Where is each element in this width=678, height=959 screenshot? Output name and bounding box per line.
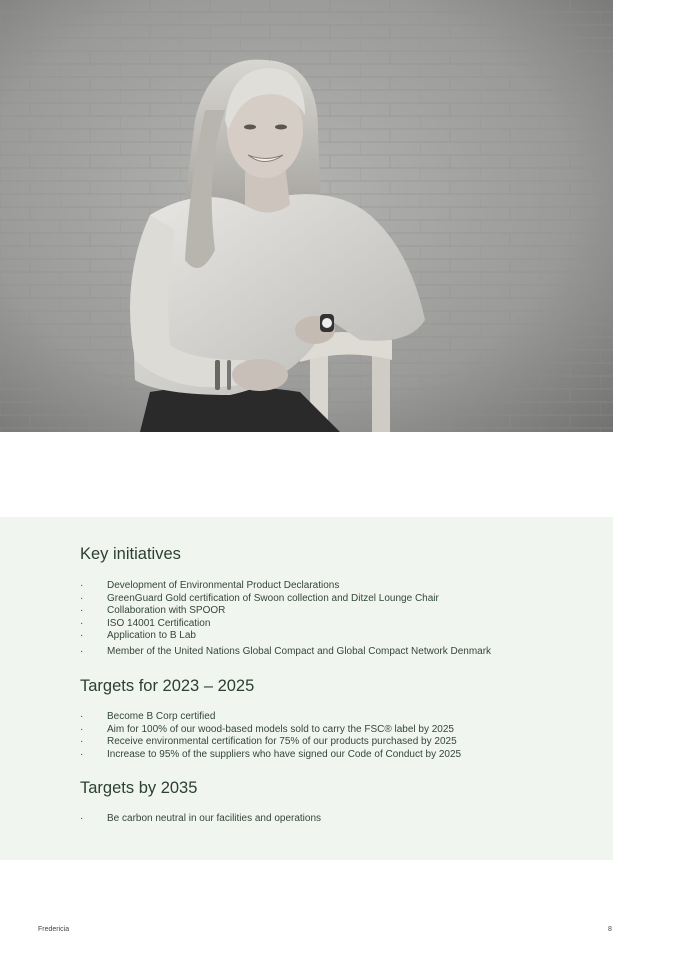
- portrait-photo: [0, 0, 613, 432]
- list-item: [80, 580, 491, 593]
- targets-2023-2025-heading: Targets for 2023 – 2025: [80, 677, 255, 695]
- bullet-dot: ·: [80, 580, 84, 591]
- list-item: [80, 605, 491, 618]
- bullet-dot: ·: [80, 748, 84, 760]
- bullet-dot: ·: [80, 711, 84, 722]
- list-item: [80, 724, 461, 737]
- list-item-text: Collaboration with SPOOR: [107, 605, 226, 617]
- list-item-text: Be carbon neutral in our facilities and operations: [107, 813, 322, 824]
- list-item: [80, 813, 321, 826]
- key-initiatives-list: [80, 580, 491, 659]
- bullet-dot: ·: [80, 723, 84, 735]
- list-item: [80, 593, 491, 606]
- bullet-dot: ·: [80, 736, 84, 748]
- portrait-illustration: [0, 0, 613, 432]
- bullet-dot: ·: [80, 813, 84, 824]
- list-item-text: Application to B Lab: [107, 630, 196, 642]
- list-item: [80, 749, 461, 762]
- targets-2035-heading: Targets by 2035: [80, 779, 198, 797]
- list-item-text: Aim for 100% of our wood-based models sold to carry the FSC® label by 2025: [107, 723, 454, 735]
- list-item: [80, 736, 461, 749]
- targets-2035-list: [80, 813, 321, 826]
- list-item-text: Receive environmental certification for 75% of our products purchased by 2025: [107, 736, 457, 748]
- list-item: [80, 630, 491, 643]
- key-initiatives-heading: Key initiatives: [80, 545, 181, 563]
- bullet-dot: ·: [80, 645, 84, 657]
- bullet-dot: ·: [80, 617, 84, 629]
- list-item: [80, 618, 491, 631]
- list-item-text: ISO 14001 Certification: [107, 617, 211, 629]
- list-item-text: Development of Environmental Product Declarations: [107, 580, 340, 591]
- list-item-text: Member of the United Nations Global Compact and Global Compact Network Denmark: [107, 645, 492, 657]
- list-item: [80, 646, 491, 659]
- targets-2023-2025-list: [80, 711, 461, 761]
- bullet-dot: ·: [80, 630, 84, 642]
- list-item-text: GreenGuard Gold certification of Swoon collection and Ditzel Lounge Chair: [107, 592, 439, 604]
- bullet-dot: ·: [80, 592, 84, 604]
- bullet-dot: ·: [80, 605, 84, 617]
- footer-brand: Fredericia: [38, 926, 70, 933]
- list-item-text: Increase to 95% of the suppliers who have signed our Code of Conduct by 2025: [107, 748, 462, 760]
- list-item: [80, 711, 461, 724]
- page-number: 8: [608, 926, 612, 933]
- list-item-text: Become B Corp certified: [107, 711, 216, 722]
